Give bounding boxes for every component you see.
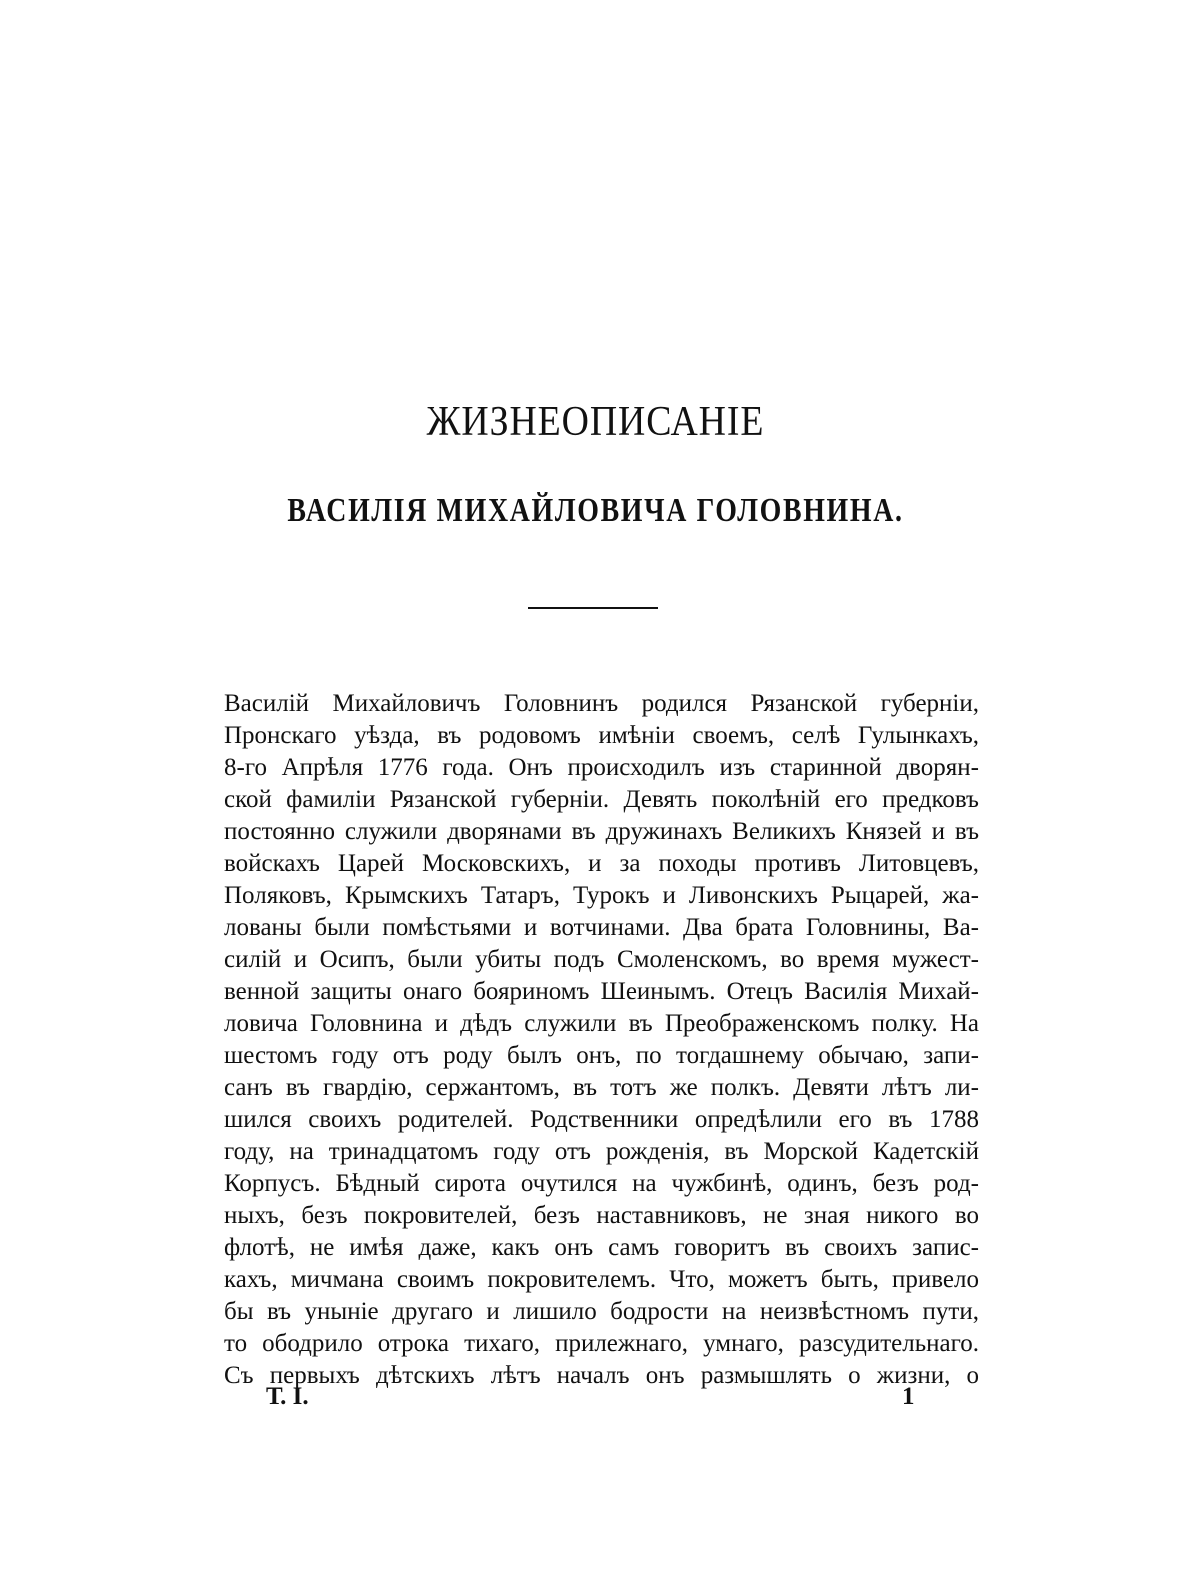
body-line: постоянно служили дворянами въ дружинахъ Великихъ Князей и въ [224,818,979,845]
body-line: Василій Михайловичъ Головнинъ родился Рязанской губерніи, [224,690,979,717]
body-line: флотѣ, не имѣя даже, какъ онъ самъ говоритъ въ своихъ запис- [224,1234,979,1261]
body-line: шился своихъ родителей. Родственники опредѣлили его въ 1788 [224,1106,979,1133]
body-line: Поляковъ, Крымскихъ Татаръ, Турокъ и Ливонскихъ Рыцарей, жа- [224,882,979,909]
body-line: шестомъ году отъ роду былъ онъ, по тогдашнему обычаю, запи- [224,1042,979,1069]
page-title: ЖИЗНЕОПИСАНІЕ [426,399,765,445]
body-line: то ободрило отрока тихаго, прилежнаго, умнаго, разсудительнаго. [224,1330,979,1357]
body-line: году, на тринадцатомъ году отъ рожденія, въ Морской Кадетскій [224,1138,979,1165]
body-line: ныхъ, безъ покровителей, безъ наставниковъ, не зная никого во [224,1202,979,1229]
body-line: бы въ уныніе другаго и лишило бодрости на неизвѣстномъ пути, [224,1298,979,1325]
body-text [224,688,979,1392]
body-line: Съ первыхъ дѣтскихъ лѣтъ началъ онъ размышлять о жизни, о [224,1362,979,1389]
title-divider [528,607,658,609]
body-line: лованы были помѣстьями и вотчинами. Два брата Головнины, Ва- [224,914,979,941]
page-subtitle: ВАСИЛІЯ МИХАЙЛОВИЧА ГОЛОВНИНА. [287,492,904,529]
body-line: Пронскаго уѣзда, въ родовомъ имѣніи своемъ, селѣ Гулынкахъ, [224,722,979,749]
body-line: кахъ, мичмана своимъ покровителемъ. Что, можетъ быть, привело [224,1266,979,1293]
body-line: 8-го Апрѣля 1776 года. Онъ происходилъ изъ старинной дворян- [224,754,979,781]
body-line: войскахъ Царей Московскихъ, и за походы противъ Литовцевъ, [224,850,979,877]
body-line: ловича Головнина и дѣдъ служили въ Преображенскомъ полку. На [224,1010,979,1037]
page-number: 1 [902,1383,915,1410]
body-line: ской фамиліи Рязанской губерніи. Девять поколѣній его предковъ [224,786,979,813]
signature-mark: Т. I. [266,1383,309,1410]
body-line: венной защиты онаго бояриномъ Шеинымъ. Отецъ Василія Михай- [224,978,979,1005]
body-line: Корпусъ. Бѣдный сирота очутился на чужбинѣ, одинъ, безъ род- [224,1170,979,1197]
body-line: силій и Осипъ, были убиты подъ Смоленскомъ, во время мужест- [224,946,979,973]
body-line: санъ въ гвардію, сержантомъ, въ тотъ же полкъ. Девяти лѣтъ ли- [224,1074,979,1101]
